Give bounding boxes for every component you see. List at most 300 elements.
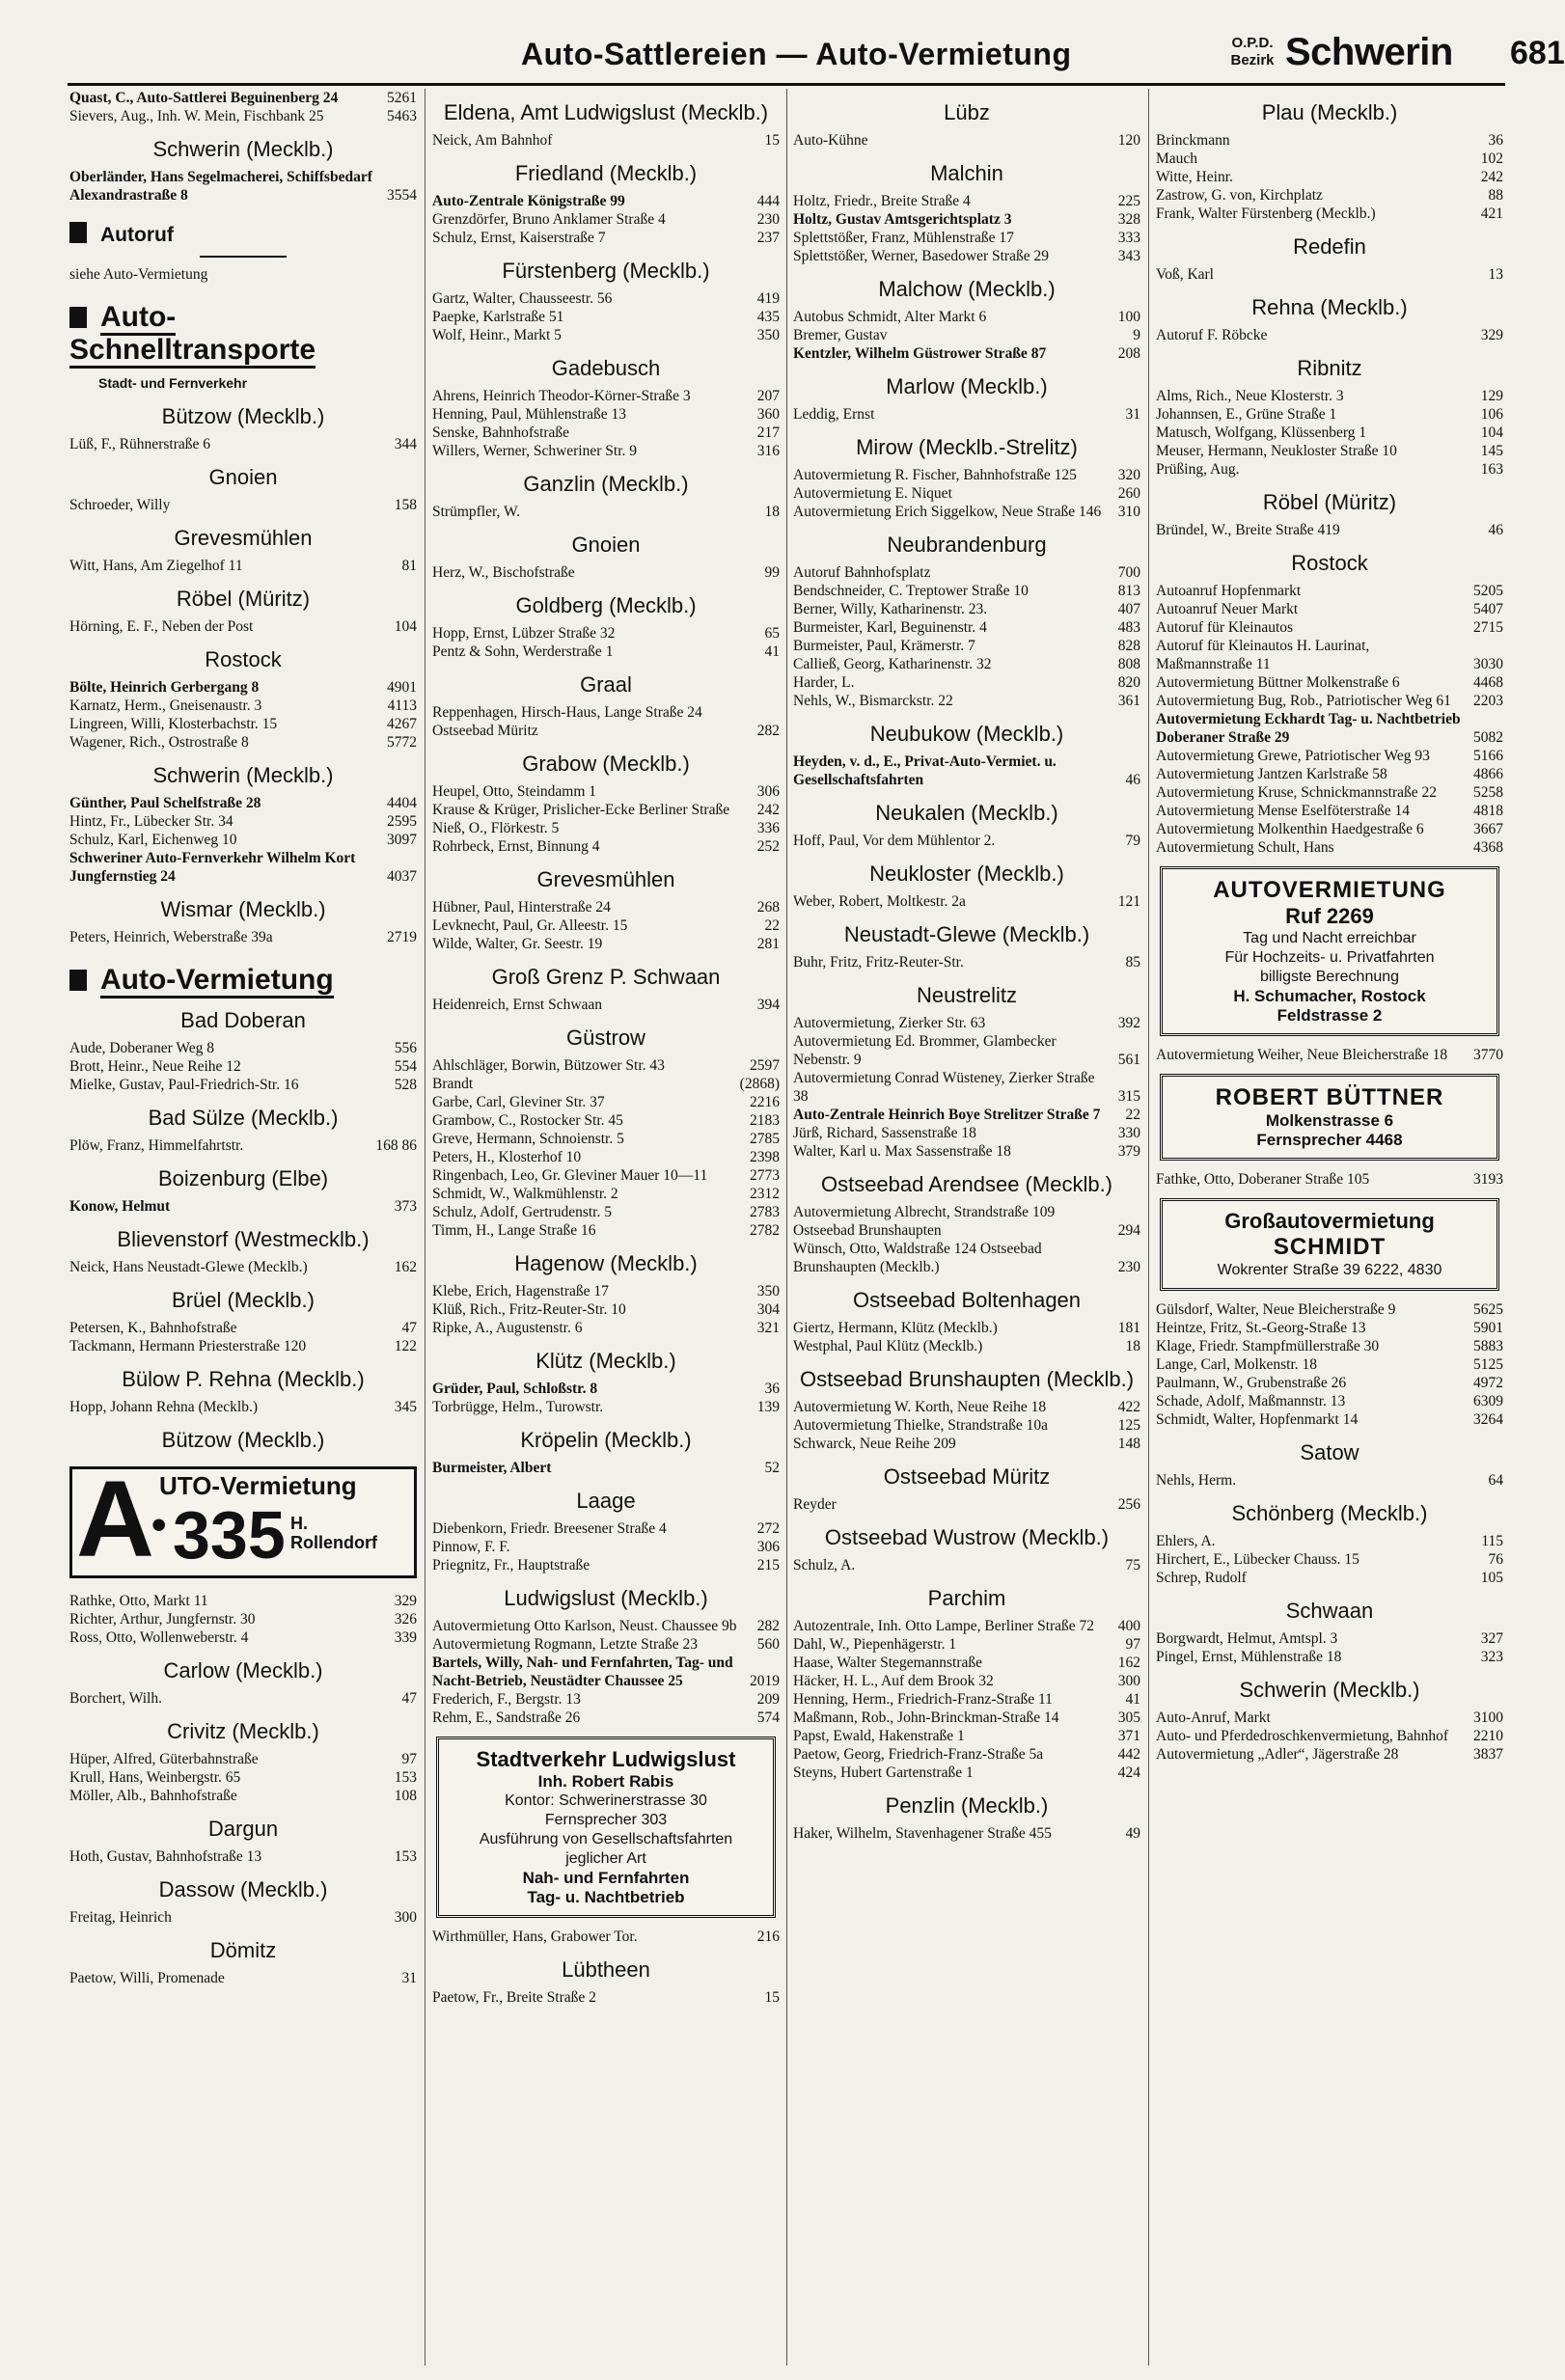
divider <box>200 256 287 258</box>
listing-entry <box>793 637 1140 655</box>
listing-text: Westphal, Paul Klütz (Mecklb.) <box>793 1338 983 1354</box>
listing-text: Grenzdörfer, Bruno Anklamer Straße 4 <box>432 211 666 228</box>
section-marker-icon <box>69 222 87 243</box>
listing-entry <box>793 1764 1140 1782</box>
listing-text: Priegnitz, Fr., Hauptstraße <box>432 1557 590 1573</box>
listing-entry <box>69 678 417 697</box>
listing-entry <box>69 1337 417 1355</box>
listing-entry <box>432 210 780 229</box>
phone-number: 316 <box>756 443 780 459</box>
listing-text: Walter, Karl u. Max Sassenstraße 18 <box>793 1143 1011 1160</box>
listing-entry <box>793 655 1140 673</box>
phone-number: 49 <box>1125 1825 1140 1842</box>
listing-text: Ostseebad Brunshaupten <box>793 1222 942 1239</box>
listing-entry <box>432 229 780 247</box>
listing-entry <box>1156 442 1503 460</box>
city-heading: Ostseebad Wustrow (Mecklb.) <box>824 1525 1110 1549</box>
phone-number: 75 <box>1125 1557 1140 1573</box>
phone-number: 3770 <box>1473 1047 1503 1063</box>
listing-entry <box>69 1136 417 1155</box>
listing-entry <box>432 1282 780 1300</box>
listing-text: Autovermietung Conrad Wüsteney, Zierker Straße 38 <box>793 1070 1095 1105</box>
listing-text: Bartels, Willy, Nah- und Fernfahrten, Tag- und Nacht-Betrieb, Neustädter Chaussee 25 <box>432 1655 733 1689</box>
listing-text: Hopp, Johann Rehna (Mecklb.) <box>69 1399 258 1415</box>
listing-text: Autovermietung Bug, Rob., Patriotischer Weg 61 <box>1156 693 1451 709</box>
phone-number: 22 <box>764 917 780 934</box>
phone-number: 5125 <box>1473 1356 1503 1373</box>
listing-entry <box>1156 710 1503 747</box>
listing-entry <box>793 1069 1140 1106</box>
city-heading: Fürstenberg (Mecklb.) <box>502 259 710 283</box>
phone-number: 300 <box>1117 1673 1140 1689</box>
listing-text: siehe Auto-Vermietung <box>69 266 208 283</box>
listing-entry <box>1156 1550 1503 1569</box>
listing-entry <box>432 643 780 661</box>
phone-number: 306 <box>756 783 780 800</box>
phone-number: 64 <box>1488 1472 1503 1489</box>
phone-number: 102 <box>1480 150 1503 167</box>
advert-title: Stadtverkehr Ludwigslust <box>476 1747 736 1771</box>
listing-text: Autoruf für Kleinautos H. Laurinat, Maßmannstraße 11 <box>1156 638 1370 672</box>
phone-number: 242 <box>756 802 780 818</box>
listing-text: Oberländer, Hans Segelmacherei, Schiffsbedarf Alexandrastraße 8 <box>69 169 372 204</box>
phone-number: 5463 <box>387 108 417 124</box>
listing-entry <box>793 1203 1140 1221</box>
listing-entry <box>793 1435 1140 1453</box>
listing-entry <box>69 496 417 514</box>
listing-entry <box>69 265 417 284</box>
listing-text: Paetow, Fr., Breite Straße 2 <box>432 1989 596 2006</box>
phone-number: 554 <box>394 1058 417 1075</box>
listing-entry <box>69 1689 417 1708</box>
advert-auto-vermietung-335 <box>69 1459 417 1579</box>
advert-phone: Ruf 2269 <box>1285 904 1374 928</box>
listing-text: Häcker, H. L., Auf dem Brook 32 <box>793 1673 994 1689</box>
listing-entry <box>432 1221 780 1240</box>
listing-entry <box>1156 1319 1503 1337</box>
phone-number: 3030 <box>1473 656 1503 672</box>
listing-text: Autovermietung Schult, Hans <box>1156 839 1334 856</box>
listing-entry <box>1156 1629 1503 1648</box>
column-1 <box>69 89 417 2366</box>
phone-number: 327 <box>1480 1630 1503 1647</box>
listing-entry <box>793 503 1140 521</box>
listing-entry <box>1156 1569 1503 1587</box>
phone-number: 46 <box>1125 772 1140 788</box>
listing-text: Pentz & Sohn, Werderstraße 1 <box>432 643 614 660</box>
listing-text: Auto-Zentrale Königstraße 99 <box>432 193 625 209</box>
phone-number: 121 <box>1117 893 1140 910</box>
listing-text: Krull, Hans, Weinbergstr. 65 <box>69 1769 241 1786</box>
listing-text: Senske, Bahnhofstraße <box>432 424 570 441</box>
phone-number: 2783 <box>750 1204 780 1220</box>
listing-text: Auto-Kühne <box>793 132 868 149</box>
phone-number: 5883 <box>1473 1338 1503 1354</box>
phone-number: 528 <box>394 1077 417 1093</box>
listing-entry <box>432 916 780 935</box>
phone-number: 294 <box>1117 1222 1140 1239</box>
phone-number: 3193 <box>1473 1171 1503 1188</box>
phone-number: 5772 <box>387 734 417 751</box>
phone-number: 5901 <box>1473 1320 1503 1336</box>
listing-text: Autovermietung Otto Karlson, Neust. Chaussee 9b <box>432 1618 737 1634</box>
city-heading: Güstrow <box>566 1026 645 1050</box>
city-heading: Plau (Mecklb.) <box>1261 100 1398 124</box>
listing-text: Henning, Paul, Mühlenstraße 13 <box>432 406 627 423</box>
phone-number: 4972 <box>1473 1375 1503 1391</box>
listing-entry <box>69 1787 417 1805</box>
listing-entry <box>793 1617 1140 1635</box>
listing-entry <box>69 1076 417 1094</box>
listing-text: Steyns, Hubert Gartenstraße 1 <box>793 1764 974 1781</box>
listing-text: Schmidt, W., Walkmühlenstr. 2 <box>432 1186 618 1202</box>
phone-number: 315 <box>1117 1088 1140 1105</box>
phone-number: 46 <box>1488 522 1503 538</box>
listing-text: Holtz, Friedr., Breite Straße 4 <box>793 193 971 209</box>
listing-entry <box>793 1240 1140 1276</box>
phone-number: 310 <box>1117 504 1140 520</box>
phone-number: 305 <box>1117 1710 1140 1726</box>
phone-number: 561 <box>1117 1052 1140 1068</box>
phone-number: 5258 <box>1473 784 1503 801</box>
listing-text: Wagener, Rich., Ostrostraße 8 <box>69 734 249 751</box>
listing-text: Wünsch, Otto, Waldstraße 124 Ostseebad Brunshaupten (Mecklb.) <box>793 1241 1042 1275</box>
listing-text: Schulz, A. <box>793 1557 856 1573</box>
listing-entry <box>432 1166 780 1185</box>
phone-number: 4818 <box>1473 803 1503 819</box>
phone-number: 9 <box>1133 327 1140 343</box>
listing-text: Burmeister, Albert <box>432 1460 552 1476</box>
phone-number: 85 <box>1125 954 1140 971</box>
listing-text: Schwarck, Neue Reihe 209 <box>793 1436 956 1452</box>
listing-text: Gartz, Walter, Chausseestr. 56 <box>432 290 613 307</box>
city-heading: Bad Sülze (Mecklb.) <box>148 1106 339 1130</box>
phone-number: 321 <box>756 1320 780 1336</box>
column-divider <box>786 89 787 2366</box>
city-heading: Ostseebad Brunshaupten (Mecklb.) <box>799 1367 1135 1391</box>
phone-number: 556 <box>394 1040 417 1056</box>
listing-entry <box>1156 1648 1503 1666</box>
listing-text: Autoruf Bahnhofsplatz <box>793 564 931 581</box>
phone-number: 215 <box>756 1557 780 1573</box>
city-heading: Neubrandenburg <box>887 533 1047 557</box>
phone-number: 268 <box>756 899 780 916</box>
listing-entry <box>793 1635 1140 1654</box>
listing-text: Harder, L. <box>793 674 855 691</box>
phone-number: 2595 <box>387 813 417 830</box>
listing-text: Burmeister, Paul, Krämerstr. 7 <box>793 638 975 654</box>
phone-number: 5625 <box>1473 1301 1503 1318</box>
listing-text: Bendschneider, C. Treptower Straße 10 <box>793 583 1029 599</box>
listing-entry <box>432 819 780 837</box>
phone-number: 41 <box>1125 1691 1140 1708</box>
phone-number: 350 <box>756 1283 780 1299</box>
phone-number: 145 <box>1480 443 1503 459</box>
listing-entry <box>432 1093 780 1111</box>
listing-text: Reyder <box>793 1496 837 1513</box>
listing-entry <box>793 673 1140 692</box>
city-heading: Malchin <box>930 161 1003 185</box>
phone-number: 4368 <box>1473 839 1503 856</box>
listing-entry <box>432 1538 780 1556</box>
listing-entry <box>1156 783 1503 802</box>
city-heading: Malchow (Mecklb.) <box>878 277 1056 301</box>
listing-text: Freitag, Heinrich <box>69 1909 172 1926</box>
listing-text: Hörning, E. F., Neben der Post <box>69 618 254 635</box>
listing-text: Autovermietung Rogmann, Letzte Straße 23 <box>432 1636 699 1653</box>
page-title: Auto-Sattlereien — Auto-Vermietung <box>521 37 1072 71</box>
listing-entry <box>1156 637 1503 673</box>
listing-entry <box>793 1319 1140 1337</box>
city-heading: Schwerin (Mecklb.) <box>152 137 334 161</box>
listing-entry <box>432 503 780 521</box>
listing-text: Paetow, Willi, Promenade <box>69 1970 225 1986</box>
city-heading: Rostock <box>205 647 282 671</box>
phone-number: 371 <box>1117 1728 1140 1744</box>
listing-text: Burmeister, Karl, Beguinenstr. 4 <box>793 619 987 636</box>
city-heading: Ludwigslust (Mecklb.) <box>504 1586 708 1610</box>
listing-text: Schrep, Rudolf <box>1156 1570 1247 1586</box>
listing-entry <box>432 387 780 405</box>
listing-entry <box>793 1221 1140 1240</box>
city-heading: Redefin <box>1293 234 1366 259</box>
advert-line: H. Schumacher, Rostock <box>1233 987 1426 1005</box>
listing-entry <box>1156 1046 1503 1064</box>
listing-text: Autovermietung Grewe, Patriotischer Weg 93 <box>1156 748 1430 764</box>
advert-suffix-line: Rollendorf <box>290 1533 377 1552</box>
listing-text: Autovermietung „Adler“, Jägerstraße 28 <box>1156 1746 1399 1763</box>
listing-entry <box>69 1847 417 1866</box>
listing-text: Auto-Zentrale Heinrich Boye Strelitzer Straße 7 <box>793 1107 1101 1123</box>
phone-number: 339 <box>394 1629 417 1646</box>
listing-text: Autovermietung, Zierker Str. 63 <box>793 1015 986 1031</box>
listing-text: Auto-Anruf, Markt <box>1156 1710 1271 1726</box>
phone-number: 345 <box>394 1399 417 1415</box>
phone-number: 320 <box>1117 467 1140 483</box>
listing-entry <box>793 247 1140 265</box>
section-heading <box>69 964 417 997</box>
header-city: Schwerin <box>1285 31 1453 73</box>
phone-number: 15 <box>764 132 780 149</box>
phone-number: 18 <box>764 504 780 520</box>
phone-number: 13 <box>1488 266 1503 283</box>
city-heading: Neubukow (Mecklb.) <box>869 722 1064 746</box>
listing-text: Autovermietung E. Niquet <box>793 485 952 502</box>
listing-text: Grüder, Paul, Schloßstr. 8 <box>432 1381 598 1397</box>
phone-number: 3554 <box>387 187 417 204</box>
section-subtitle: Stadt- und Fernverkehr <box>98 375 248 391</box>
listing-text: Ehlers, A. <box>1156 1533 1216 1549</box>
listing-text: Berner, Willy, Katharinenstr. 23. <box>793 601 988 617</box>
listing-entry <box>793 466 1140 484</box>
listing-entry <box>793 308 1140 326</box>
listing-entry <box>432 442 780 460</box>
city-heading: Satow <box>1300 1440 1359 1464</box>
phone-number: 328 <box>1117 211 1140 228</box>
listing-text: Splettstößer, Franz, Mühlenstraße 17 <box>793 230 1014 246</box>
phone-number: 4113 <box>387 698 417 714</box>
advert-buettner <box>1160 1074 1499 1161</box>
phone-number: 256 <box>1117 1496 1140 1513</box>
phone-number: 326 <box>394 1611 417 1628</box>
phone-number: 97 <box>401 1751 417 1767</box>
listing-entry <box>432 1459 780 1477</box>
city-heading: Grevesmühlen <box>536 867 675 891</box>
phone-number: 260 <box>1117 485 1140 502</box>
listing-text: Rehm, E., Sandstraße 26 <box>432 1710 581 1726</box>
listing-entry <box>432 1185 780 1203</box>
listing-entry <box>69 1768 417 1787</box>
listing-text: Aude, Doberaner Weg 8 <box>69 1040 214 1056</box>
listing-text: Neick, Am Bahnhof <box>432 132 553 149</box>
page-number: 681 <box>1510 35 1565 71</box>
listing-entry <box>69 1592 417 1610</box>
listing-text: Henning, Herm., Friedrich-Franz-Straße 11 <box>793 1691 1053 1708</box>
phone-number: 422 <box>1117 1399 1140 1415</box>
phone-number: 282 <box>756 723 780 739</box>
listing-entry <box>432 801 780 819</box>
city-heading: Neustrelitz <box>917 983 1017 1007</box>
listing-text: Hoff, Paul, Vor dem Mühlentor 2. <box>793 833 996 849</box>
phone-number: 2719 <box>387 929 417 945</box>
listing-entry <box>1156 521 1503 539</box>
listing-entry <box>69 1628 417 1647</box>
phone-number: 4267 <box>387 716 417 732</box>
listing-text: Hopp, Ernst, Lübzer Straße 32 <box>432 625 616 642</box>
phone-number: 304 <box>756 1301 780 1318</box>
city-heading: Boizenburg (Elbe) <box>157 1166 329 1190</box>
column-divider <box>1148 89 1149 2366</box>
listing-text: Richter, Arthur, Jungfernstr. 30 <box>69 1611 256 1628</box>
advert-suffix <box>290 1514 377 1552</box>
city-heading: Schönberg (Mecklb.) <box>1231 1501 1428 1525</box>
phone-number: 4037 <box>387 868 417 885</box>
listing-text: Haker, Wilhelm, Stavenhagener Straße 455 <box>793 1825 1052 1842</box>
phone-number: 4468 <box>1473 674 1503 691</box>
listing-text: Ahlschläger, Borwin, Bützower Str. 43 <box>432 1057 665 1074</box>
listing-entry <box>793 1032 1140 1069</box>
phone-number: 281 <box>756 936 780 952</box>
listing-entry <box>1156 387 1503 405</box>
bezirk-line: Bezirk <box>1230 52 1275 68</box>
phone-number: 343 <box>1117 248 1140 264</box>
listing-entry <box>432 1203 780 1221</box>
listing-entry <box>1156 460 1503 479</box>
listing-entry <box>1156 1709 1503 1727</box>
city-heading: Blievenstorf (Westmecklb.) <box>117 1227 370 1251</box>
listing-entry <box>432 782 780 801</box>
listing-text: Autovermietung Weiher, Neue Bleicherstraße 18 <box>1156 1047 1448 1063</box>
listing-text: Levknecht, Paul, Gr. Alleestr. 15 <box>432 917 628 934</box>
listing-entry <box>69 1398 417 1416</box>
phone-number: 3837 <box>1473 1746 1503 1763</box>
phone-number: 129 <box>1480 388 1503 404</box>
phone-number: 81 <box>401 558 417 574</box>
page-header <box>68 29 1565 86</box>
listing-text: Gülsdorf, Walter, Neue Bleicherstraße 9 <box>1156 1301 1396 1318</box>
city-heading: Gadebusch <box>551 356 661 380</box>
phone-number: 230 <box>756 211 780 228</box>
listing-text: Autoanruf Hopfenmarkt <box>1156 583 1302 599</box>
listing-entry <box>793 563 1140 582</box>
city-heading: Gnoien <box>208 465 278 489</box>
phone-number: 282 <box>756 1618 780 1634</box>
phone-number: 237 <box>756 230 780 246</box>
listing-text: Peters, Heinrich, Weberstraße 39a <box>69 929 273 945</box>
advert-headline: UTO-Vermietung <box>159 1471 357 1500</box>
advert-line: Kontor: Schwerinerstrasse 30 <box>505 1792 707 1809</box>
city-heading: Mirow (Mecklb.-Strelitz) <box>856 435 1078 459</box>
listing-text: Lingreen, Willi, Klosterbachstr. 15 <box>69 716 278 732</box>
phone-number: 3667 <box>1473 821 1503 837</box>
listing-text: Rathke, Otto, Markt 11 <box>69 1593 208 1609</box>
phone-number: 379 <box>1117 1143 1140 1160</box>
listing-entry <box>793 131 1140 150</box>
city-heading: Groß Grenz P. Schwaan <box>491 965 721 989</box>
city-heading: Röbel (Müritz) <box>1262 490 1397 514</box>
column-4 <box>1156 89 1503 2366</box>
listing-entry <box>1156 1727 1503 1745</box>
listing-text: Autovermietung Büttner Molkenstraße 6 <box>1156 674 1400 691</box>
phone-number: 272 <box>756 1520 780 1537</box>
phone-number: 808 <box>1117 656 1140 672</box>
phone-number: 2785 <box>750 1131 780 1147</box>
phone-number: 162 <box>394 1259 417 1275</box>
listing-text: Schroeder, Willy <box>69 497 171 513</box>
listing-entry <box>1156 326 1503 344</box>
city-heading: Kröpelin (Mecklb.) <box>520 1428 692 1452</box>
phone-number: 47 <box>401 1320 417 1336</box>
phone-number: 65 <box>764 625 780 642</box>
phone-number: 120 <box>1117 132 1140 149</box>
phone-number: 76 <box>1488 1551 1503 1568</box>
column-3 <box>793 89 1140 2366</box>
phone-number: 2203 <box>1473 693 1503 709</box>
listing-text: Haase, Walter Stegemannstraße <box>793 1655 983 1671</box>
advert-name: SCHMIDT <box>1273 1234 1387 1260</box>
listing-entry <box>432 405 780 424</box>
listing-entry <box>432 1300 780 1319</box>
advert-line: Für Hochzeits- u. Privatfahrten <box>1224 949 1435 966</box>
listing-entry <box>69 1969 417 1987</box>
listing-entry <box>69 1258 417 1276</box>
listing-entry <box>69 435 417 453</box>
city-heading: Gnoien <box>571 533 641 557</box>
phone-number: 392 <box>1117 1015 1140 1031</box>
listing-text: Willers, Werner, Schweriner Str. 9 <box>432 443 638 459</box>
listing-entry <box>432 624 780 643</box>
listing-entry <box>1156 1410 1503 1429</box>
listing-entry <box>793 1654 1140 1672</box>
city-heading: Grabow (Mecklb.) <box>522 752 690 776</box>
listing-text: Wilde, Walter, Gr. Seestr. 19 <box>432 936 603 952</box>
listing-text: Pingel, Ernst, Mühlenstraße 18 <box>1156 1649 1342 1665</box>
listing-entry <box>69 794 417 812</box>
city-heading: Bad Doberan <box>180 1008 306 1032</box>
listing-text: Paepke, Karlstraße 51 <box>432 309 564 325</box>
listing-entry <box>1156 168 1503 186</box>
listing-entry <box>432 192 780 210</box>
listing-text: Matusch, Wolfgang, Klüssenberg 1 <box>1156 424 1367 441</box>
listing-text: Auto- und Pferdedroschkenvermietung, Bahnhof <box>1156 1728 1449 1744</box>
listing-text: Lange, Carl, Molkenstr. 18 <box>1156 1356 1318 1373</box>
phone-number: 15 <box>764 1989 780 2006</box>
listing-text: Schulz, Karl, Eichenweg 10 <box>69 832 237 848</box>
city-heading: Rehna (Mecklb.) <box>1251 295 1408 319</box>
phone-number: 421 <box>1480 205 1503 222</box>
listing-entry <box>69 849 417 886</box>
listing-text: Wirthmüller, Hans, Grabower Tor. <box>432 1929 638 1945</box>
